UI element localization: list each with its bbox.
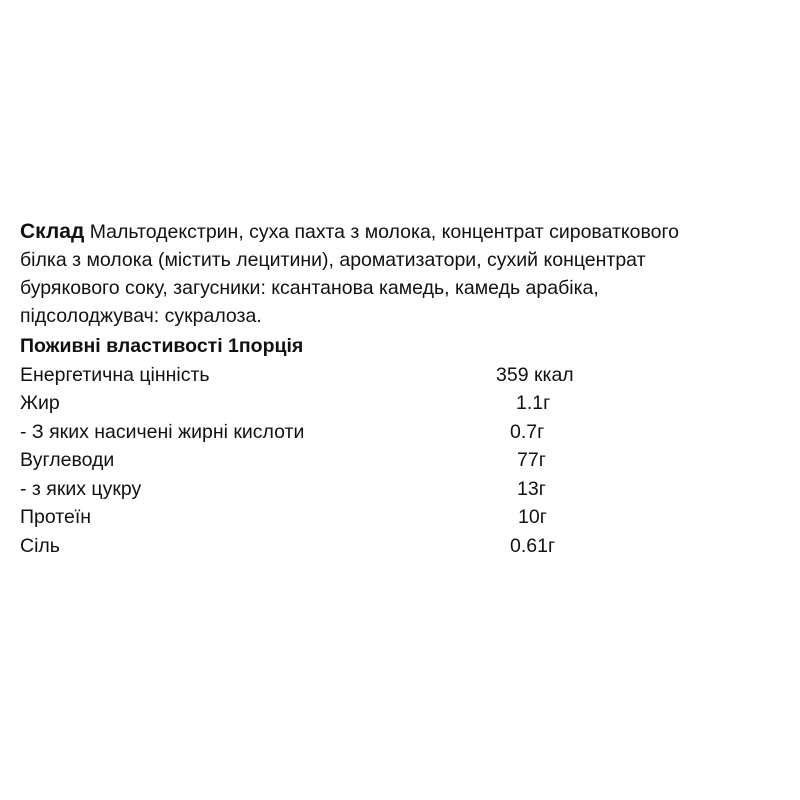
nutrient-name: - З яких насичені жирні кислоти xyxy=(20,420,305,443)
nutrition-row-fat xyxy=(20,389,780,418)
composition-text-1: Мальтодекстрин, суха пахта з молока, концентрат сироваткового xyxy=(89,221,680,243)
composition-line-4: підсолоджувач: сукралоза. xyxy=(20,305,262,327)
nutrition-row-salt xyxy=(20,532,780,561)
nutrient-name: Протеїн xyxy=(20,506,92,528)
nutrient-name: Сіль xyxy=(20,534,60,557)
nutrition-table xyxy=(20,332,780,560)
nutrient-value: 0.61г xyxy=(510,534,556,557)
nutrition-row-saturated-fat xyxy=(20,418,780,447)
composition-line-2: білка з молока (містить лецитини), ароматизатори, сухий концентрат xyxy=(20,249,646,271)
nutrition-row-energy xyxy=(20,361,780,390)
nutrition-heading: Поживні властивості 1порція xyxy=(20,335,304,357)
nutrient-name: Вуглеводи xyxy=(20,449,115,471)
nutrition-row-sugars xyxy=(20,475,780,504)
nutrient-name: Жир xyxy=(20,392,60,414)
nutrient-value: 77г xyxy=(517,449,546,471)
nutrient-name: Енергетична цінність xyxy=(20,363,210,386)
nutrient-value: 13г xyxy=(517,477,546,500)
composition-title: Склад xyxy=(20,220,85,243)
composition-block xyxy=(20,218,800,330)
nutrition-row-carbohydrates xyxy=(20,446,780,475)
nutrient-value: 359 ккал xyxy=(496,363,574,386)
nutrition-row-protein xyxy=(20,503,780,532)
nutrient-value: 1.1г xyxy=(516,392,551,414)
nutrient-name: - з яких цукру xyxy=(20,477,142,500)
composition-line-3: бурякового соку, загусники: ксантанова камедь, камедь арабіка, xyxy=(20,277,599,299)
nutrient-value: 10г xyxy=(518,506,547,528)
composition-line-1 xyxy=(20,218,800,246)
nutrient-value: 0.7г xyxy=(510,420,545,443)
